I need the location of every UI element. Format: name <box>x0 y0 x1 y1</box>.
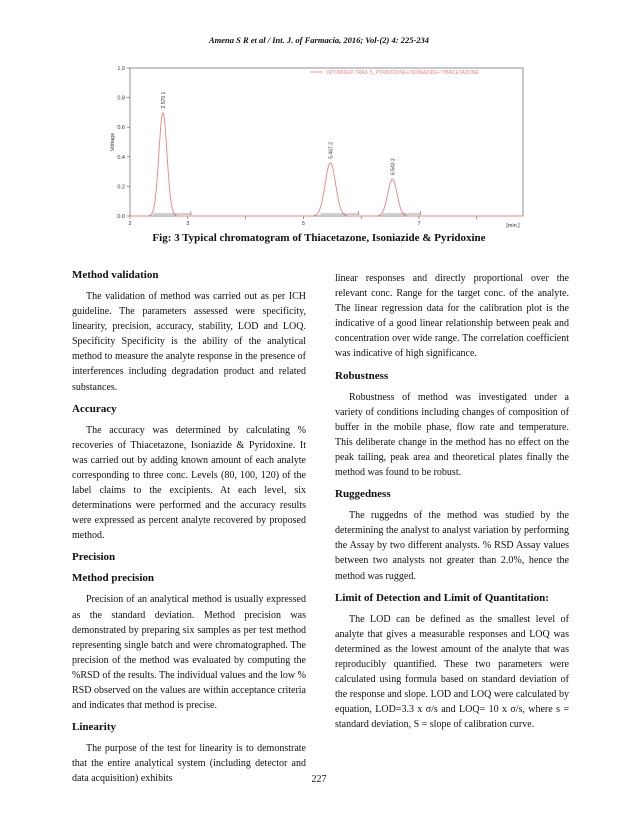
page-number: 227 <box>311 774 327 785</box>
paragraph-method-precision: Precision of an analytical method is usually expressed as the standard deviation. Method precision was demonstrated by preparing six samples as per test method representing single batch and were chromatographed. The precision of the method was evaluated by computing the %RSD of the results. The individual values and the low % RSD observed on the values are within acceptance criteria and indicates that method is precise. <box>72 594 306 712</box>
heading-robustness: Robustness <box>335 369 389 382</box>
heading-accuracy: Accuracy <box>72 402 117 415</box>
left-column <box>72 268 306 793</box>
y-axis-label: Voltage <box>110 132 116 152</box>
paragraph-robustness: Robustness of method was investigated under a variety of conditions including changes of composition of buffer in the mobile phase, flow rate and temperature. This deliberate change in the method has no effect on the peak tailing, peak area and theoretical plates finally the method was found to be robust. <box>335 391 569 479</box>
paragraph-ruggedness: The ruggedns of the method was studied by the determining the analyst to analyst variation by performing the Assay by two different analysts. % RSD Assay values between two analysts not greater than 2.0%, hence the method was rugged. <box>335 510 569 582</box>
peak-label: 6.540 3 <box>390 158 397 175</box>
heading-lod-loq: Limit of Detection and Limit of Quantitation: <box>335 591 549 604</box>
heading-precision: Precision <box>72 551 116 564</box>
peak-label: 2.570 1 <box>160 91 167 109</box>
figure-caption: Fig: 3 Typical chromatogram of Thiacetazone, Isoniazide & Pyridoxine <box>152 232 486 244</box>
x-tick-label: 7 <box>417 221 421 227</box>
x-tick-label: 3 <box>186 221 190 227</box>
paragraph-linearity-cont: linear responses and directly proportional over the relevant conc. Range for the target conc. of the analyte. The linear regression data for the calibration plot is the indicative of a good linear relationship between peak and concentration over wide range. The correlation coefficient was indicative of high significance. <box>335 273 569 360</box>
paragraph-linearity: The purpose of the test for linearity is to demonstrate that the entire analytical system (including detector and data acquisition) exhibits <box>72 743 306 785</box>
heading-linearity: Linearity <box>72 721 116 734</box>
y-tick-label: 0.6 <box>117 125 125 132</box>
y-tick-label: 0.0 <box>117 214 125 220</box>
heading-method-validation: Method validation <box>72 269 159 281</box>
chromatogram-chart <box>105 58 535 233</box>
x-tick-label: 2 <box>128 221 132 227</box>
x-unit-label: [min.] <box>506 223 520 229</box>
y-tick-label: 1.0 <box>117 66 125 72</box>
y-tick-label: 0.8 <box>117 95 125 102</box>
legend-entry: OPTIMIZED TRAIL 5_PYRIDOXINE+ISONIAZIDE+THIACETAZONE <box>326 70 479 76</box>
right-column <box>335 271 569 739</box>
paragraph-method-validation: The validation of method was carried out as per ICH guideline. The parameters assessed were specificity, linearity, precision, accuracy, stability, LOD and LOQ. Specificity Specificity is the ability of the analytical method to measure the analyte response in the presence of interferences including degradation product and related substances. <box>72 291 306 393</box>
y-tick-label: 0.2 <box>117 184 125 191</box>
heading-ruggedness: Ruggedness <box>335 488 391 501</box>
paragraph-lod-loq: The LOD can be defined as the smallest level of analyte that gives a measurable responses and LOQ was determined as the lowest amount of the analyte that was reproducibly quantified. These two parameters were calculated using formula based on standard deviation of the response and slope. LOD and LOQ were calculated by equation, LOD=3.3 x σ/s and LOQ= 10 x σ/s, where s = standard deviation, S = slope of calibration curve. <box>335 613 569 731</box>
peak-label: 5.467 2 <box>328 142 335 159</box>
running-header: Amena S R et al / Int. J. of Farmacia, 2016; Vol-(2) 4: 225-234 <box>208 35 430 45</box>
y-tick-label: 0.4 <box>117 154 125 161</box>
plot-frame <box>130 68 523 216</box>
heading-method-precision: Method precision <box>72 572 154 585</box>
x-tick-label: 5 <box>301 221 305 227</box>
series-line <box>130 113 523 216</box>
paragraph-accuracy: The accuracy was determined by calculating % recoveries of Thiacetazone, Isoniazide & Pyridoxine. It was carried out by adding known amount of each analyte corresponding to three conc. Levels (80, 100, 120) of the label claims to the excipients. At each level, six determinations were performed and the accuracy results were expressed as percent analyte recovered by proposed method. <box>72 424 306 542</box>
